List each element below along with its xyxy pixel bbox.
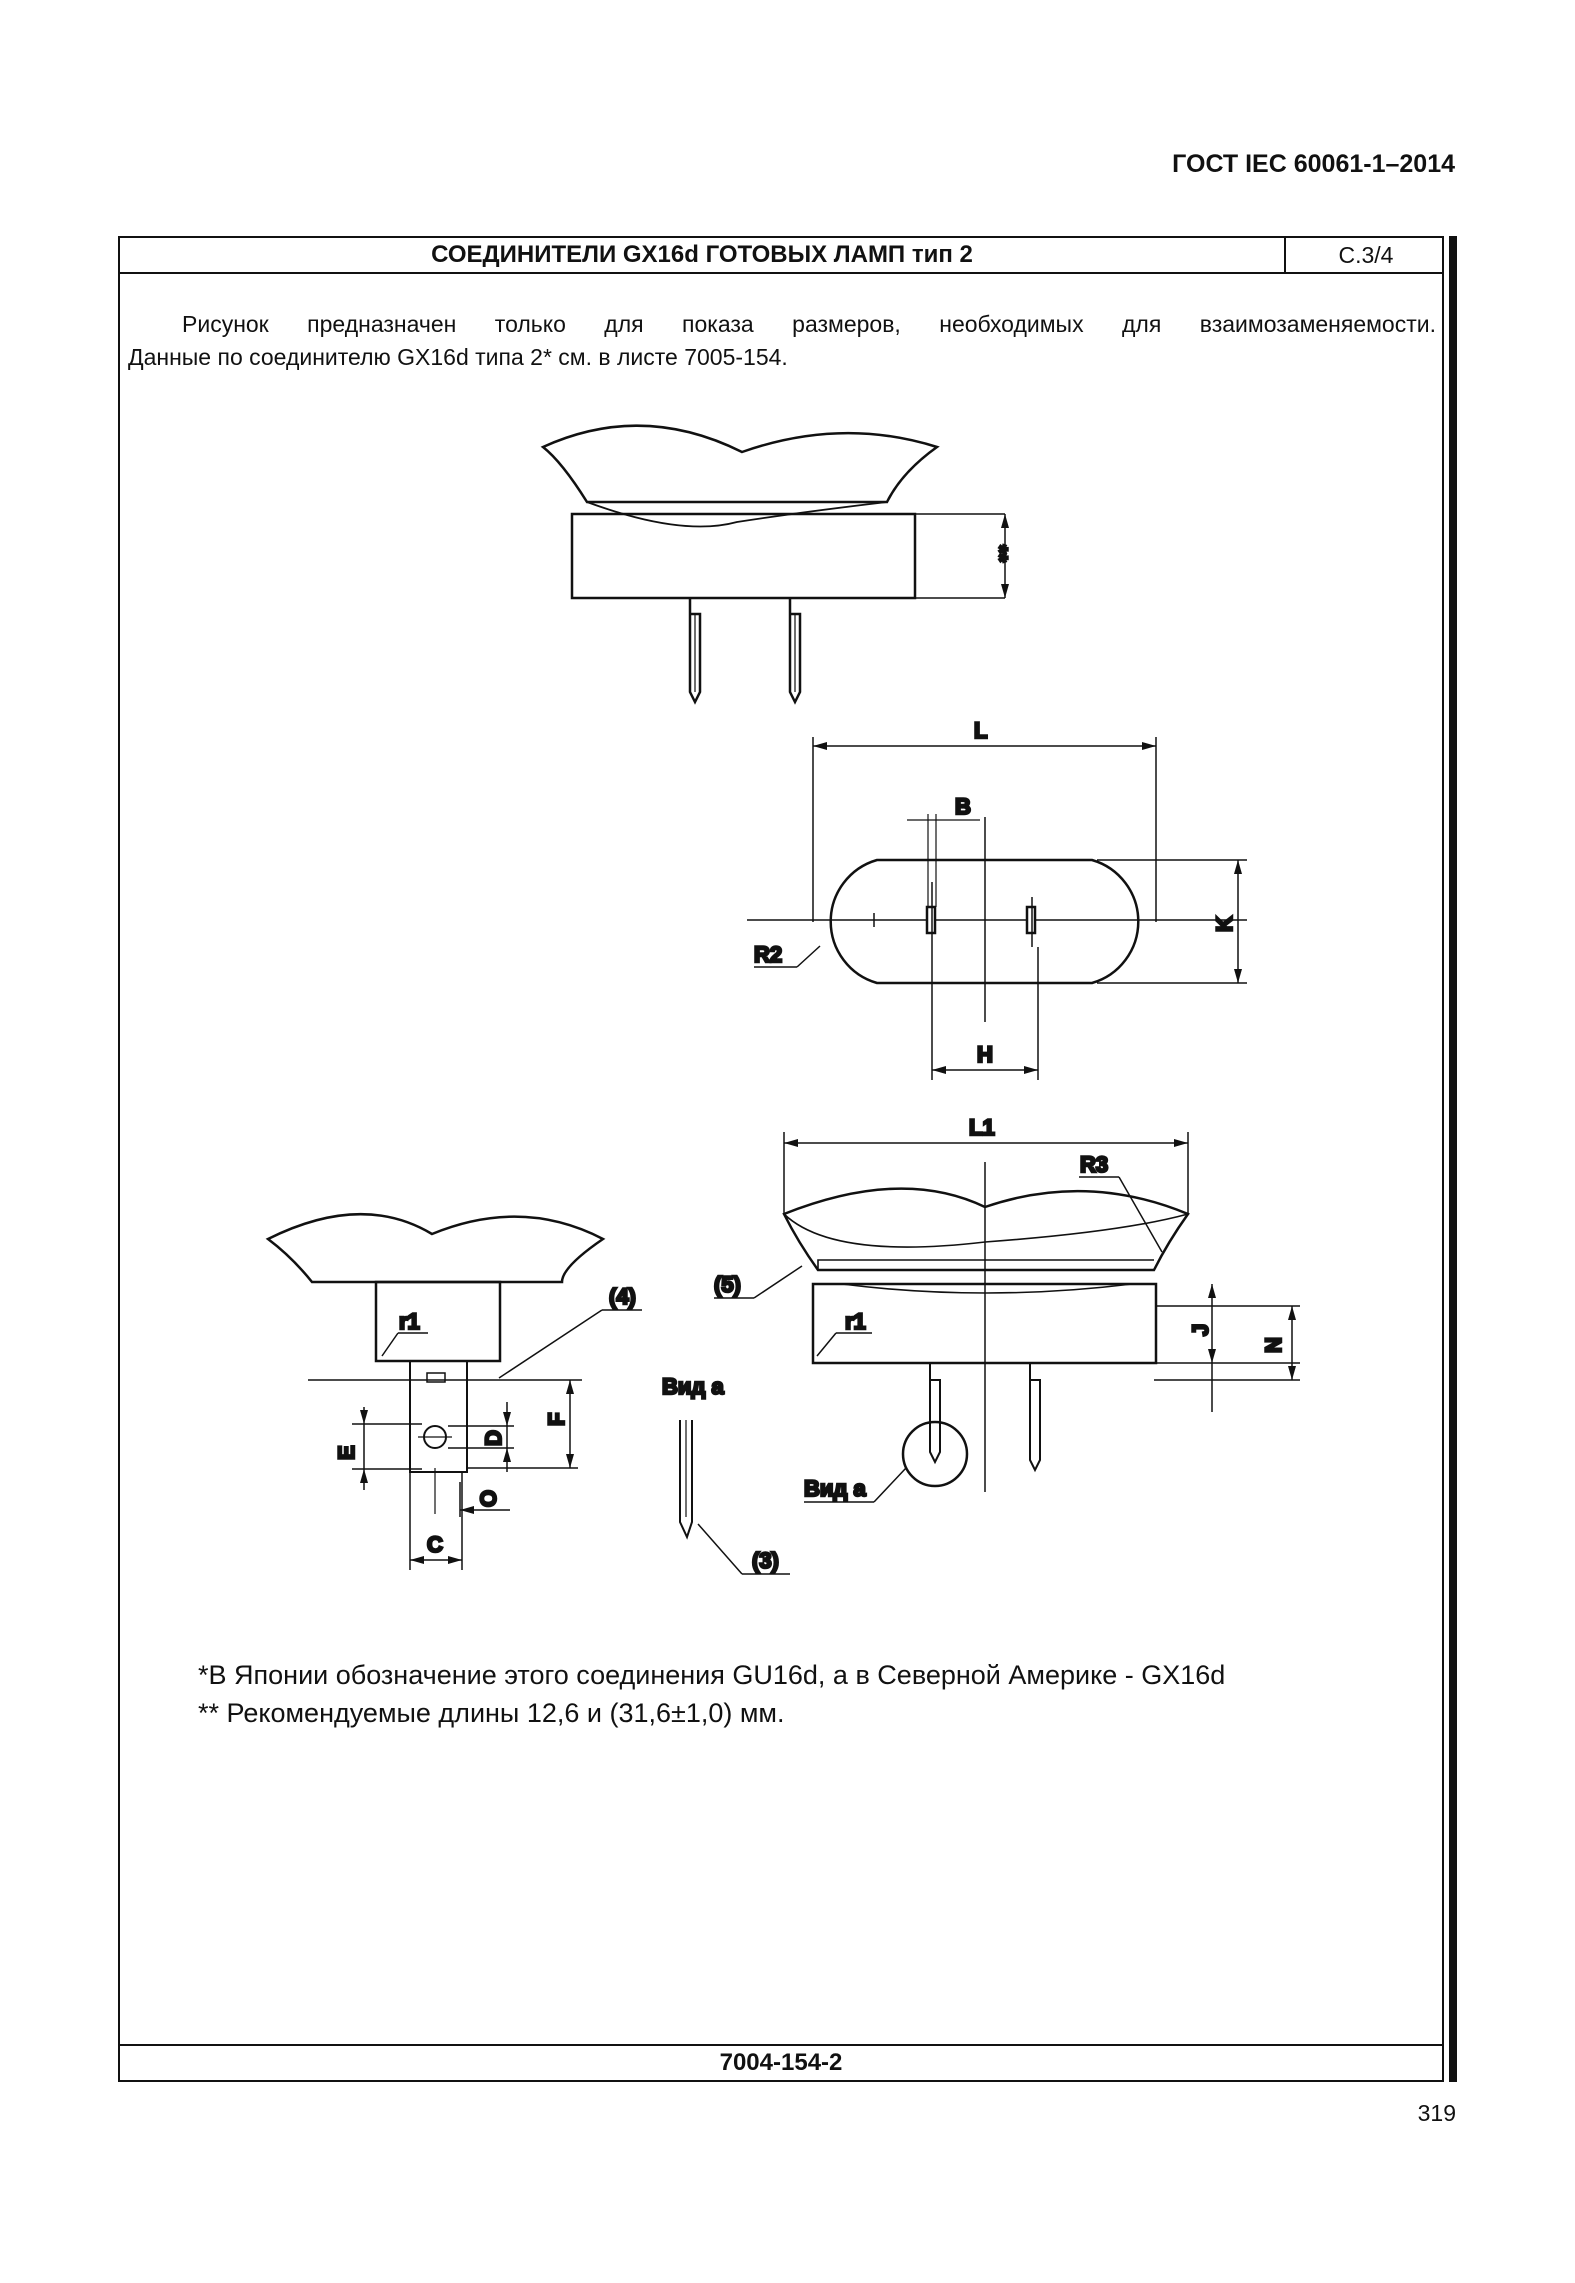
label-E: E (334, 1445, 359, 1460)
label-H: H (977, 1042, 993, 1067)
sheet-number: С.3/4 (1284, 238, 1446, 272)
sheet-code: 7004-154-2 (120, 2044, 1442, 2080)
top-side-view (543, 426, 1012, 702)
footnote-1: *В Японии обозначение этого соединения GU16d, а в Северной Америке - GX16d (198, 1660, 1226, 1690)
bottom-right-view (714, 1115, 1300, 1502)
page-number: 319 (1417, 2100, 1456, 2126)
top-plan-view (747, 718, 1247, 1080)
label-J: J (1188, 1323, 1213, 1336)
technical-drawing (120, 238, 1442, 2038)
label-C: C (427, 1532, 443, 1557)
label-L1: L1 (969, 1115, 995, 1140)
label-K: K (1212, 916, 1237, 932)
standard-number: ГОСТ IEC 60061-1–2014 (1172, 150, 1455, 178)
label-O: O (476, 1489, 501, 1507)
label-vid-a-title: Вид а (662, 1374, 724, 1399)
label-B: B (955, 794, 971, 819)
label-r1-right: r1 (845, 1309, 866, 1334)
label-note-3: (3) (752, 1548, 779, 1573)
label-r1-left: r1 (399, 1309, 420, 1334)
footnotes (198, 1656, 1225, 1732)
bottom-left-view (268, 1214, 642, 1570)
label-R3: R3 (1080, 1152, 1109, 1177)
label-F: F (544, 1412, 569, 1426)
label-vid-a-callout: Вид а (804, 1476, 866, 1501)
label-L: L (974, 718, 988, 743)
intro-line-2: Данные по соединителю GX16d типа 2* см. в листе 7005-154. (128, 344, 788, 370)
frame-thick-border (1449, 236, 1457, 2082)
label-R2: R2 (754, 942, 783, 967)
intro-line-1: Рисунок предназначен только для показа размеров, необходимых для взаимозаменяемости. (182, 311, 1436, 337)
label-note-5: (5) (714, 1272, 741, 1297)
footnote-2: ** Рекомендуемые длины 12,6 и (31,6±1,0) мм. (198, 1698, 785, 1728)
label-double-star: ** (987, 545, 1012, 563)
label-note-4: (4) (609, 1284, 636, 1309)
label-N: N (1261, 1337, 1286, 1353)
drawing-sheet-frame (118, 236, 1444, 2082)
sheet-title: СОЕДИНИТЕЛИ GX16d ГОТОВЫХ ЛАМП тип 2 (431, 241, 973, 268)
view-a-detail (662, 1374, 790, 1574)
label-D: D (481, 1430, 506, 1446)
